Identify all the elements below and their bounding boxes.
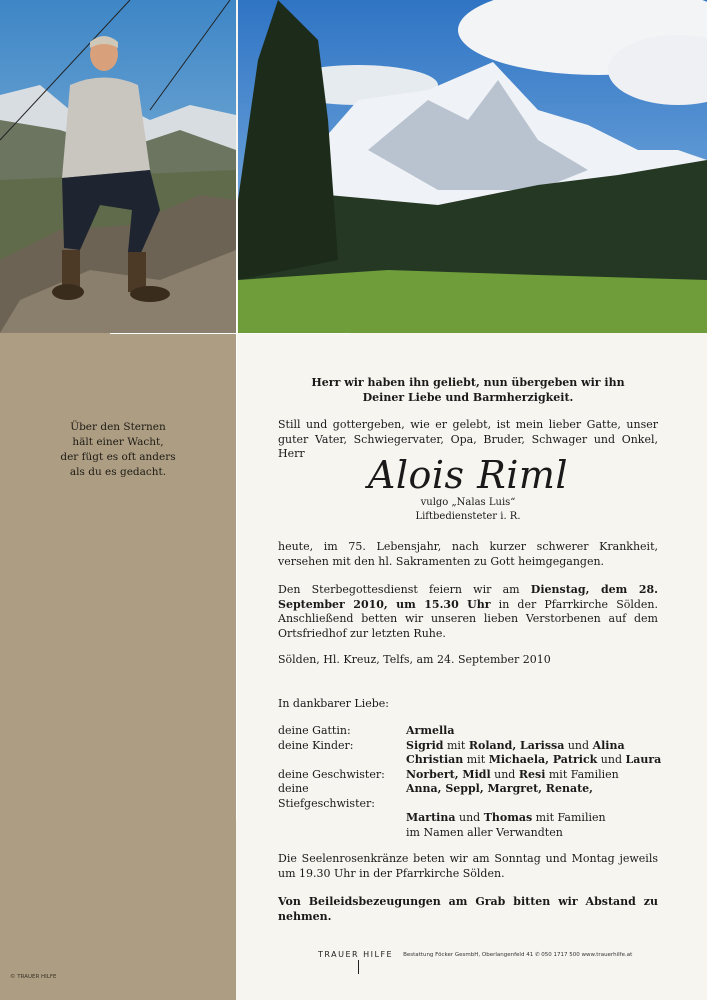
family-names: Sigrid mit Roland, Larissa und Alina <box>406 738 625 752</box>
trauerhilfe-logo: TRAUER HILFE <box>318 950 394 959</box>
place-date: Sölden, Hl. Kreuz, Telfs, am 24. September 2010 <box>278 653 551 666</box>
service-pre: Den Sterbegottesdienst feiern wir am <box>278 583 531 596</box>
copyright-text: © TRAUER HILFE <box>10 974 57 980</box>
family-role <box>278 826 406 841</box>
deceased-name: Alois Riml <box>367 453 569 497</box>
intro-line: Deiner Liebe und Barmherzigkeit. <box>362 391 574 404</box>
footer-info: Bestattung Föcker GesmbH, Oberlangenfeld 41 ✆ 050 1717 500 www.trauerhilfe.at <box>403 951 633 958</box>
poem-line: als du es gedacht. <box>69 466 167 478</box>
poem-line: Über den Sternen <box>70 421 166 433</box>
service-date: Dienstag, dem 28. September 2010, um 15.30 Uhr <box>278 583 659 611</box>
family-row <box>278 782 678 811</box>
family-role <box>278 811 406 826</box>
deceased-occupation: Liftbediensteter i. R. <box>415 511 521 522</box>
family-row <box>278 753 678 768</box>
family-names: Christian mit Michaela, Patrick und Laura <box>406 753 662 766</box>
family-names: Martina und Thomas mit Familien <box>406 811 606 824</box>
family-role: deine Stiefgeschwister: <box>278 782 375 810</box>
announcement-text: Still und gottergeben, wie er gelebt, ist mein lieber Gatte, unser guter Vater, Schwiegervater, Opa, Bruder, Schwager und Onkel, Herr <box>278 418 658 460</box>
family-role: deine Gattin: <box>278 724 351 737</box>
poem-line: der fügt es oft anders <box>60 451 176 463</box>
poem <box>40 420 196 480</box>
rosary-text: Die Seelenrosenkränze beten wir am Sonntag und Montag jeweils um 19.30 Uhr in der Pfarrkirche Sölden. <box>278 852 658 880</box>
service-text <box>278 583 658 641</box>
family-row <box>278 724 678 739</box>
mountain-photo <box>238 0 707 333</box>
cross-horizontal-line <box>110 333 350 334</box>
family-names: Anna, Seppl, Margret, Renate, <box>406 782 593 795</box>
family-role: deine Geschwister: <box>278 767 385 781</box>
family-row <box>278 826 678 841</box>
family-role <box>278 753 406 768</box>
family-names: Armella <box>406 724 455 737</box>
family-row <box>278 768 678 783</box>
footer <box>318 950 632 959</box>
intro-verse <box>278 375 658 405</box>
family-row <box>278 739 678 754</box>
family-row <box>278 811 678 826</box>
family-names: Norbert, Midl und Resi mit Familien <box>406 767 619 781</box>
portrait-photo <box>0 0 236 333</box>
cross-vertical-line <box>236 170 237 820</box>
service-post: in der Pfarrkirche Sölden. Anschließend betten wir unseren lieben Verstorbenen auf dem Ortsfriedhof zur letzten Ruhe. <box>278 597 658 640</box>
family-role: deine Kinder: <box>278 738 354 752</box>
poem-line: hält einer Wacht, <box>72 436 164 448</box>
family-names: im Namen aller Verwandten <box>406 825 563 839</box>
death-text: heute, im 75. Lebensjahr, nach kurzer schwerer Krankheit, versehen mit den hl. Sakramenten zu Gott heimgegangen. <box>278 540 658 568</box>
intro-line: Herr wir haben ihn geliebt, nun übergeben wir ihn <box>311 376 625 389</box>
family-list <box>278 724 678 840</box>
deceased-nickname: vulgo „Nalas Luis“ <box>420 497 516 508</box>
condolence-text: Von Beileidsbezeugungen am Grab bitten wir Abstand zu nehmen. <box>278 895 658 923</box>
gratitude-line: In dankbarer Liebe: <box>278 697 389 710</box>
